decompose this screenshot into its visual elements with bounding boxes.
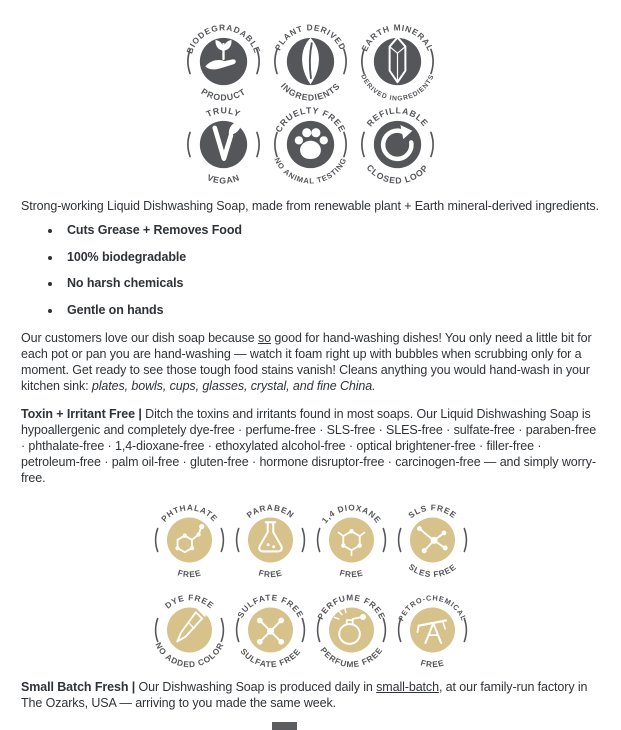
badge-top-text: 1,4 DIOXANE [319,501,383,525]
badge-ring-right-arc [302,618,304,641]
badge-ring-left-arc [188,132,190,156]
small-batch-content [0,679,621,711]
customers-paragraph [21,330,600,394]
badge-top-text: EARTH MINERAL [359,22,436,53]
badge-top-text: PHTHALATE [158,501,220,524]
badge-top-text: PERFUME FREE [314,591,388,621]
free-from-badges [0,498,621,672]
badge-top-text: PLANT DERIVED [272,22,349,53]
small-batch-link[interactable]: small-batch [376,679,439,694]
badge-ring-right-arc [431,49,433,73]
badge-pumpjack [393,588,472,672]
badge-perfume-bottle [312,588,391,672]
dropper-graphic [150,588,229,672]
paw-graphic [268,103,353,186]
badge-top-text: SLS FREE [405,501,459,520]
badge-ring-left-arc [362,49,364,73]
badge-vegan-v [181,103,266,186]
badge-inner-circle [200,121,247,168]
sustainability-badges-row-2 [180,103,441,186]
text-segment: good for hand-washing dishes! You only need a little bit for each pot or pan you are hand-washing — watch it foam right up with bubbles when scrubbing only for a moment. Get ready to see those tough food stains vanish! Cleans anything you would hand-wash in your kitchen sink: [21,330,592,393]
text-segment: Strong-working Liquid Dishwashing Soap, made from renewable plant + Earth mineral-derived ingredients. [21,199,599,213]
badge-branched-molecule [393,498,472,582]
badge-ring-right-arc [302,528,304,551]
badge-bottom-text: SLES FREE [406,561,458,579]
text-segment: Our Dishwashing Soap is produced daily in [138,679,377,694]
cross-molecule-graphic [231,588,310,672]
badge-bottom-text: NO ANIMAL TESTING [272,156,349,186]
badge-top-text: PARABEN [244,501,296,520]
badge-bottom-text: SULFATE FREE [237,645,303,669]
perfume-bottle-graphic [312,588,391,672]
badge-bottom-text: NO ADDED COLOR [152,640,226,669]
cropped-next-element [272,722,297,730]
badge-top-text: BIODEGRADABLE [184,22,263,55]
intro-paragraph [21,198,600,214]
badge-inner-circle [247,517,292,562]
badge-ring-left-arc [398,618,400,641]
badge-bottom-text: FREE [176,566,202,579]
badge-paw [268,103,353,186]
badge-ring-left-arc [155,618,157,641]
badge-leaf [268,20,353,103]
badge-ring-right-arc [431,132,433,156]
badge-ring-right-arc [464,528,466,551]
badge-bottom-text: FREE [257,566,283,579]
badge-inner-circle [328,607,373,652]
badge-ring-right-arc [383,528,385,551]
flask-graphic [231,498,310,582]
feature-item-cuts-grease: • Cuts Grease + Removes Food [62,222,600,238]
badge-top-text: TRULY [204,105,243,120]
text-segment: Small Batch Fresh | [21,679,139,694]
badge-bottom-text: FREE [338,566,364,579]
free-from-badges-row-1 [149,498,473,582]
badge-dropper [150,588,229,672]
badge-ring-left-arc [317,618,319,641]
badge-inner-circle [409,607,454,652]
sustainability-badges [0,20,621,186]
badge-top-text: DYE FREE [162,591,216,611]
badge-molecule-ring [150,498,229,582]
badge-ring-right-arc [344,49,346,73]
badge-ring-left-arc [275,49,277,73]
badge-ring-left-arc [398,528,400,551]
badge-ring-right-arc [383,618,385,641]
feature-item-biodegradable: • 100% biodegradable [62,249,600,265]
badge-bottom-text: DERIVED INGREDIENTS [359,73,436,103]
pumpjack-graphic [393,588,472,672]
free-from-badges-row-2 [149,588,473,672]
feature-item-gentle-on-hands: • Gentle on hands [62,302,600,318]
badge-ring-left-arc [275,132,277,156]
badge-top-text: REFILLABLE [364,105,431,129]
text-segment: Toxin + Irritant Free | [21,406,146,421]
badge-ring-left-arc [317,528,319,551]
badge-ring-right-arc [257,132,259,156]
branched-molecule-graphic [393,498,472,582]
badge-hand-sprout [181,20,266,103]
badge-ring-right-arc [221,528,223,551]
badge-bottom-text: PRODUCT [199,86,248,103]
badge-bottom-text: VEGAN [205,172,242,186]
badge-flask [231,498,310,582]
molecule-ring-graphic [150,498,229,582]
badge-cross-molecule [231,588,310,672]
badge-top-text: PETRO-CHEMICAL [395,592,469,622]
badge-hexagon-molecule [312,498,391,582]
text-segment: plates, bowls, cups, glasses, crystal, and fine China. [91,378,376,393]
text-segment: Ditch the toxins and irritants found in most soaps. Our Liquid Dishwashing Soap is hypoallergenic and completely dye-free · perfume-free · SLS-free · SLES-free · sulfate-free · paraben-free · phthalate-free · 1,4-dioxane-free · ethoxylated alcohol-free · optical brightener-free · filler-free · petroleum-free · palm oil-free · gluten-free · hormone disruptor-free · carcinogen-free — and simply worry-free. [21,406,597,485]
badge-bottom-text: INGREDIENTS [278,80,343,103]
text-segment: Our customers love our dish soap because [21,330,258,345]
small-batch-paragraph [21,679,600,711]
refill-loop-graphic [355,103,440,186]
badge-bottom-text: FREE [419,656,445,669]
badge-ring-left-arc [155,528,157,551]
badge-ring-right-arc [464,618,466,641]
badge-bottom-text: PERFUME FREE [317,644,385,669]
hand-sprout-graphic [181,20,266,103]
badge-crystal [355,20,440,103]
vegan-v-graphic [181,103,266,186]
badge-ring-right-arc [344,132,346,156]
text-segment: so [258,330,272,345]
badge-ring-left-arc [236,528,238,551]
badge-top-text: CRUELTY FREE [273,105,348,134]
badge-ring-left-arc [362,132,364,156]
badge-ring-right-arc [221,618,223,641]
sustainability-badges-row-1 [180,20,441,103]
description-content [0,198,621,486]
text-segment: , at our family-run factory in The Ozarks, USA — arriving to you made the same week. [21,679,588,710]
leaf-graphic [268,20,353,103]
badge-bottom-text: CLOSED LOOP [364,162,431,186]
badge-top-text: SULFATE FREE [234,591,306,620]
toxin-free-paragraph [21,406,600,486]
feature-item-no-harsh-chemicals: • No harsh chemicals [62,275,600,291]
badge-inner-circle [166,517,211,562]
badge-ring-left-arc [236,618,238,641]
hexagon-molecule-graphic [312,498,391,582]
crystal-graphic [355,20,440,103]
badge-refill-loop [355,103,440,186]
feature-list [21,222,600,318]
